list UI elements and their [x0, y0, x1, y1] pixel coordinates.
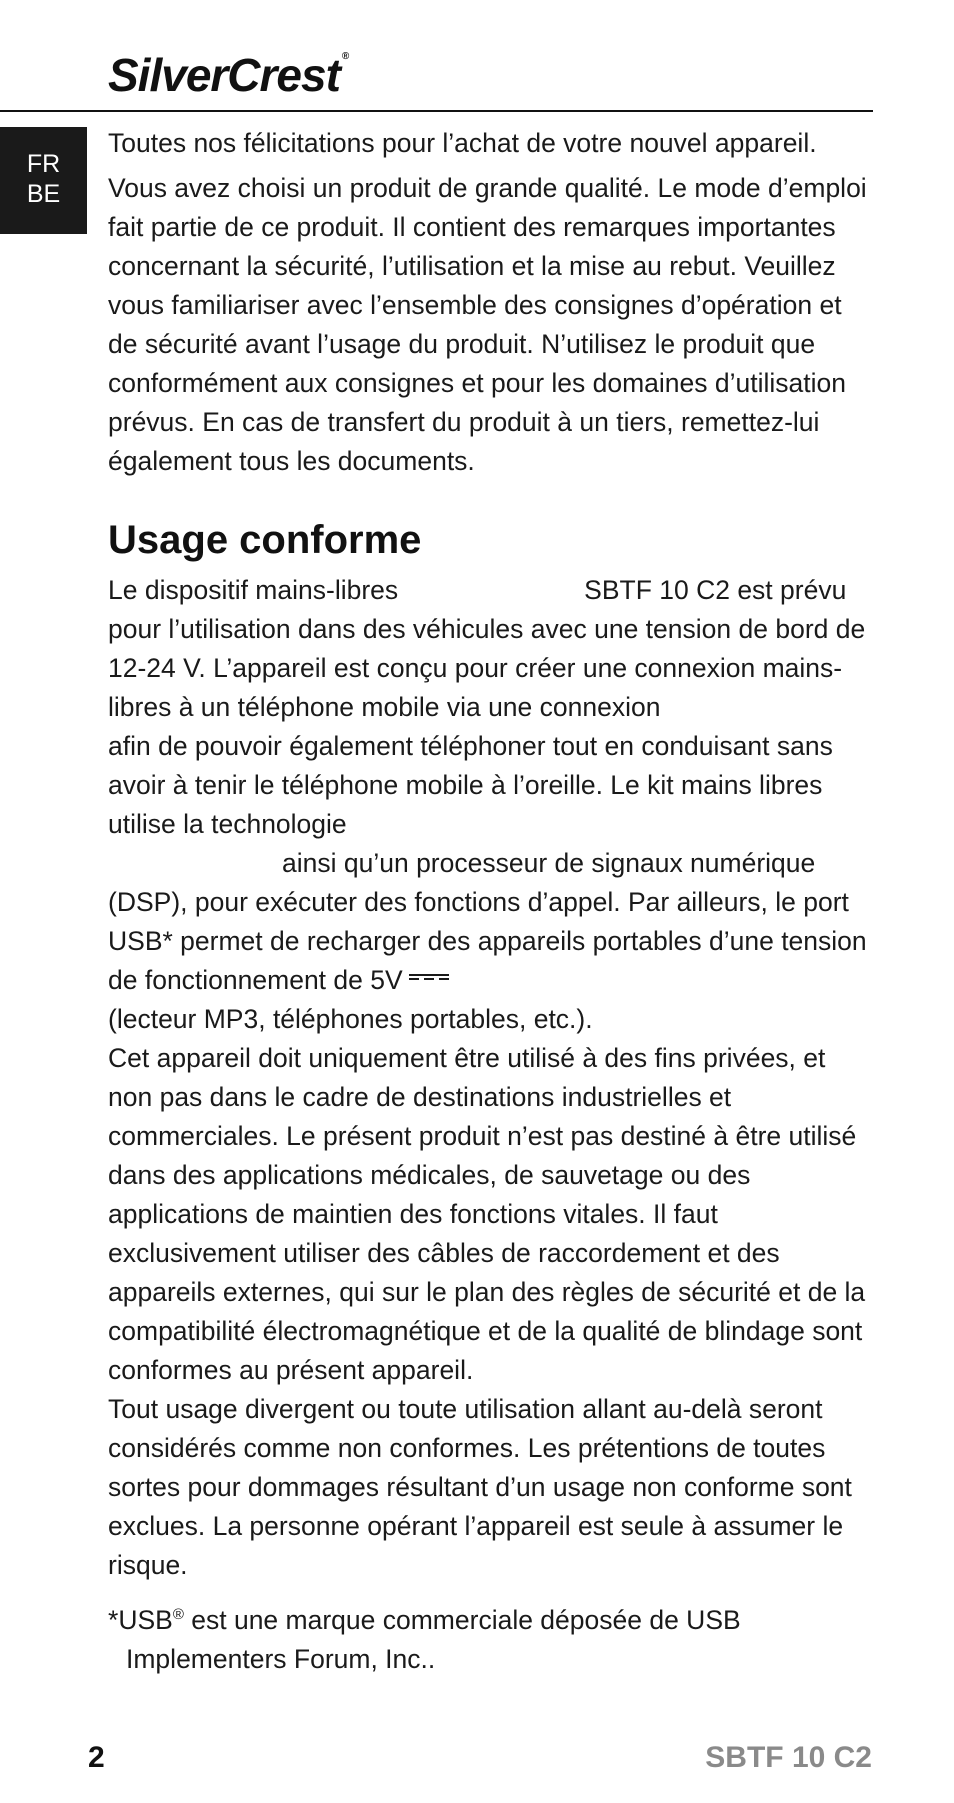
brand-logo: [108, 49, 349, 101]
intended-use-text-a: Le dispositif mains-libres: [108, 575, 399, 605]
page-content: [108, 124, 868, 1679]
footnote: [108, 1595, 868, 1679]
page-number: 2: [88, 1741, 105, 1774]
intended-use-text-d: ainsi qu’un processeur de signaux numérique (DSP), pour exécuter des fonctions d’appel. Par ailleurs, le port USB* permet de recharger des appareils portables d’une tension de fonctionnement de 5V: [108, 848, 867, 995]
header-rule: [0, 110, 873, 112]
intended-use-text-c: afin de pouvoir également téléphoner tout en conduisant sans avoir à tenir le téléphone mobile à l’oreille. Le kit mains libres utilise la technologie: [108, 731, 833, 839]
language-tab: [0, 127, 87, 234]
dc-voltage-icon: [409, 974, 449, 986]
language-code-be: BE: [26, 180, 61, 208]
section-title: Usage conforme: [108, 518, 422, 562]
registered-mark: ®: [341, 51, 349, 62]
footnote-text: est une marque commerciale déposée de USB Implementers Forum, Inc..: [126, 1604, 741, 1674]
intended-use-paragraph: [108, 571, 868, 1039]
language-code-fr: FR: [26, 150, 61, 178]
intro-lead: Toutes nos félicitations pour l’achat de votre nouvel appareil.: [108, 128, 817, 158]
model-number: SBTF 10 C2: [705, 1741, 872, 1774]
intended-use-text-e: (lecteur MP3, téléphones portables, etc.).: [108, 1004, 593, 1034]
footnote-registered-mark: ®: [172, 1606, 184, 1623]
private-use-paragraph: Cet appareil doit uniquement être utilisé à des fins privées, et non pas dans le cadre de destinations industrielles et commerciales. Le présent produit n’est pas destiné à être utilisé dans des applications médicales, de sauvetage ou des applications de maintien des fonctions vitales. Il faut exclusivement utiliser des câbles de raccordement et des appareils externes, qui sur le plan des règles de sécurité et de la compatibilité électromagnétique et de la qualité de blindage sont conformes au présent appareil.: [108, 1043, 866, 1385]
intro-body: Vous avez choisi un produit de grande qualité. Le mode d’emploi fait partie de ce produit. Il contient des remarques importantes concernant la sécurité, l’utilisation et la mise au rebut. Veuillez vous familiariser avec l’ensemble des consignes d’opération et de sécurité avant l’usage du produit. N’utilisez le produit que conformément aux consignes et pour les domaines d’utilisation prévus. En cas de transfert du produit à un tiers, remettez-lui également tous les documents.: [108, 173, 867, 476]
liability-paragraph: Tout usage divergent ou toute utilisation allant au-delà seront considérés comme non conformes. Les prétentions de toutes sortes pour dommages résultant d’un usage non conforme sont exclues. La personne opérant l’appareil est seule à assumer le risque.: [108, 1394, 852, 1580]
brand-name: SilverCrest: [108, 49, 340, 101]
footnote-prefix: *USB: [108, 1604, 173, 1635]
intended-use-text-b: SBTF 10 C2 est prévu pour l’utilisation dans des véhicules avec une tension de bord de 12-24 V. L’appareil est conçu pour créer une connexion mains-libres à un téléphone mobile via une connexion: [108, 575, 866, 722]
